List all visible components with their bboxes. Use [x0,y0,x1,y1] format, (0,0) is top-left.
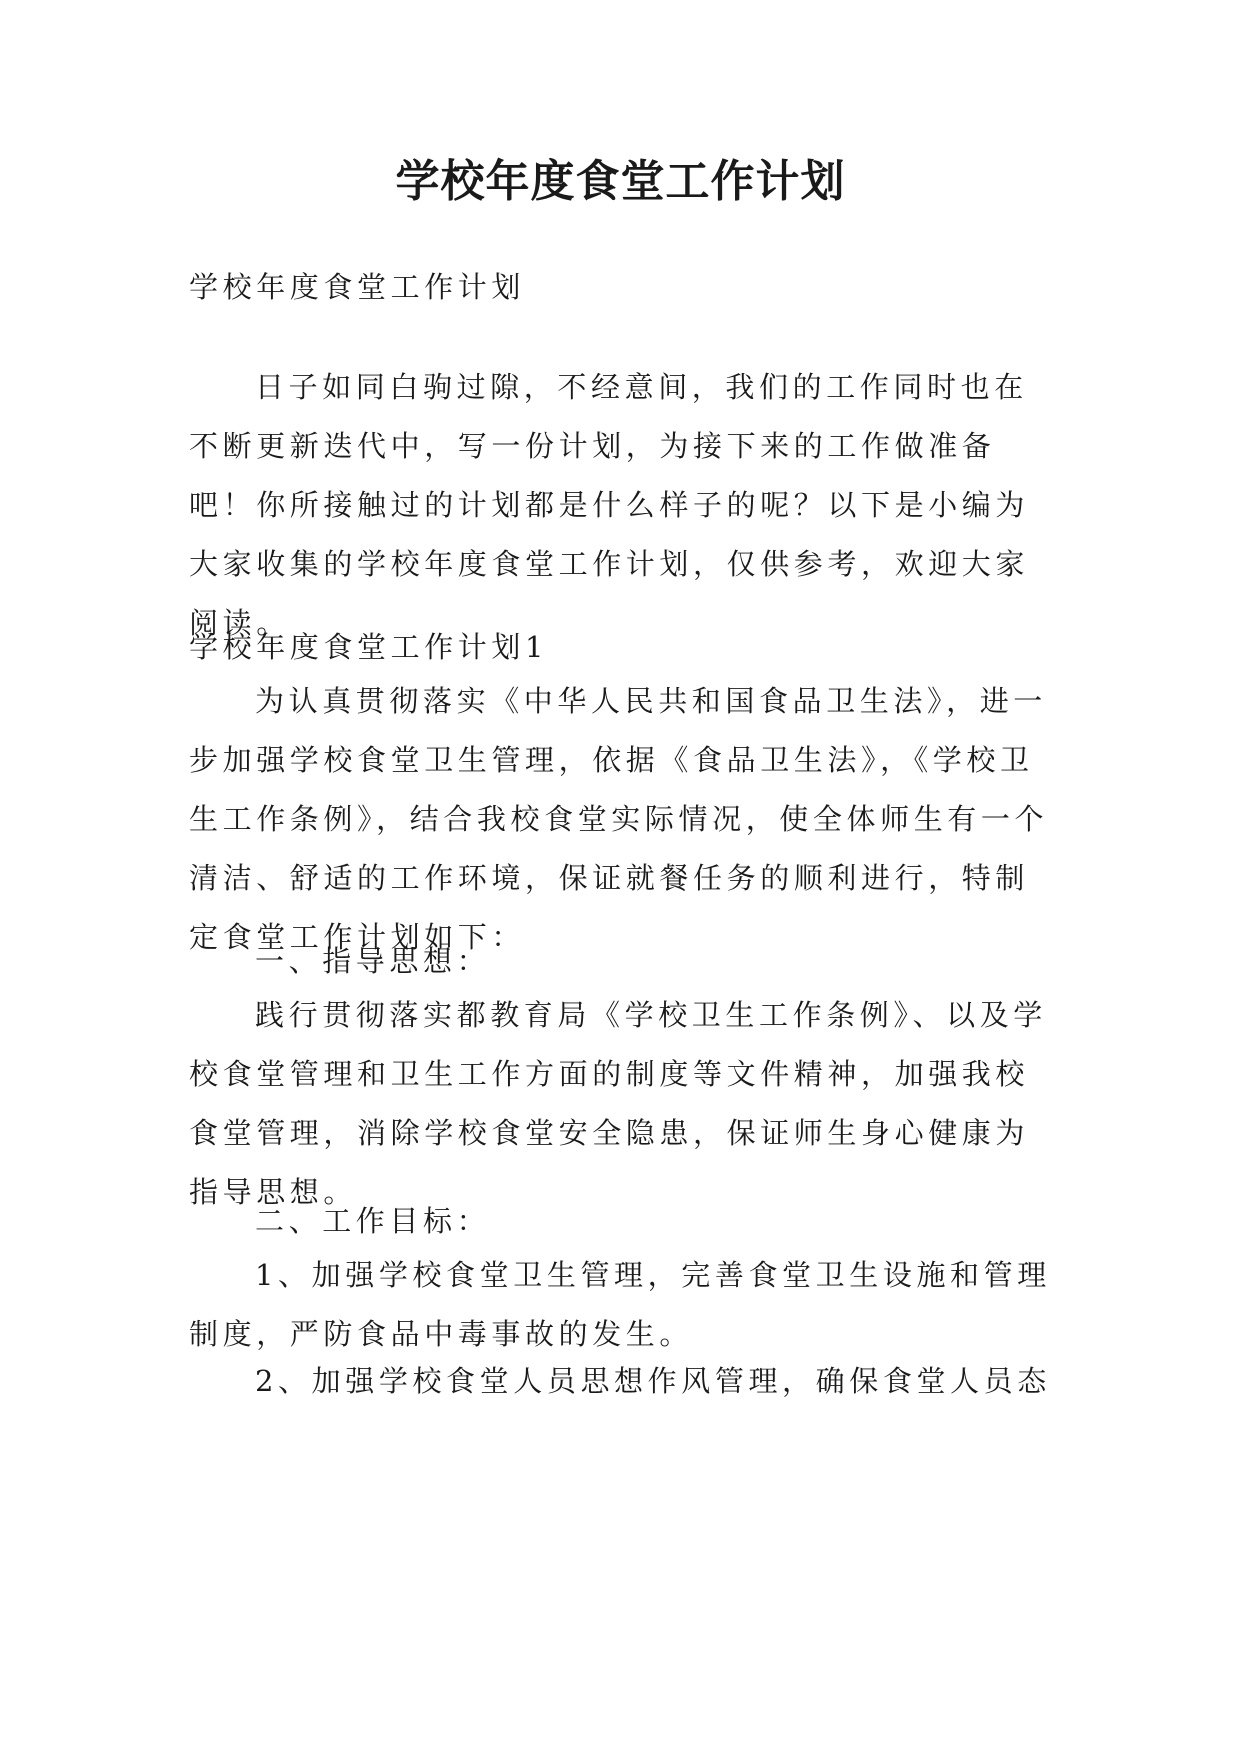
section-heading: 学校年度食堂工作计划1 [189,630,549,664]
body-paragraph: 践行贯彻落实都教育局《学校卫生工作条例》、以及学校食堂管理和卫生工作方面的制度等文件精神，加强我校食堂管理，消除学校食堂安全隐患，保证师生身心健康为指导思想。 [189,998,1047,1209]
intro-paragraph: 日子如同白驹过隙，不经意间，我们的工作同时也在不断更新迭代中，写一份计划，为接下来的工作做准备吧！你所接触过的计划都是什么样子的呢？以下是小编为大家收集的学校年度食堂工作计划，仅供参考，欢迎大家阅读。 [189,370,1030,640]
body-paragraph: 为认真贯彻落实《中华人民共和国食品卫生法》，进一步加强学校食堂卫生管理，依据《食品卫生法》，《学校卫生工作条例》，结合我校食堂实际情况，使全体师生有一个清洁、舒适的工作环境，保证就餐任务的顺利进行，特制定食堂工作计划如下： [189,684,1049,954]
document-title: 学校年度食堂工作计划 [395,156,846,207]
heading-work-goals: 二、工作目标： [255,1204,491,1238]
list-item: 2、加强学校食堂人员思想作风管理，确保食堂人员态 [255,1364,1051,1398]
heading-guiding-ideology: 一、指导思想： [255,944,491,978]
list-item: 1、加强学校食堂卫生管理，完善食堂卫生设施和管理制度，严防食品中毒事故的发生。 [189,1258,1051,1351]
document-subtitle: 学校年度食堂工作计划 [189,270,526,304]
